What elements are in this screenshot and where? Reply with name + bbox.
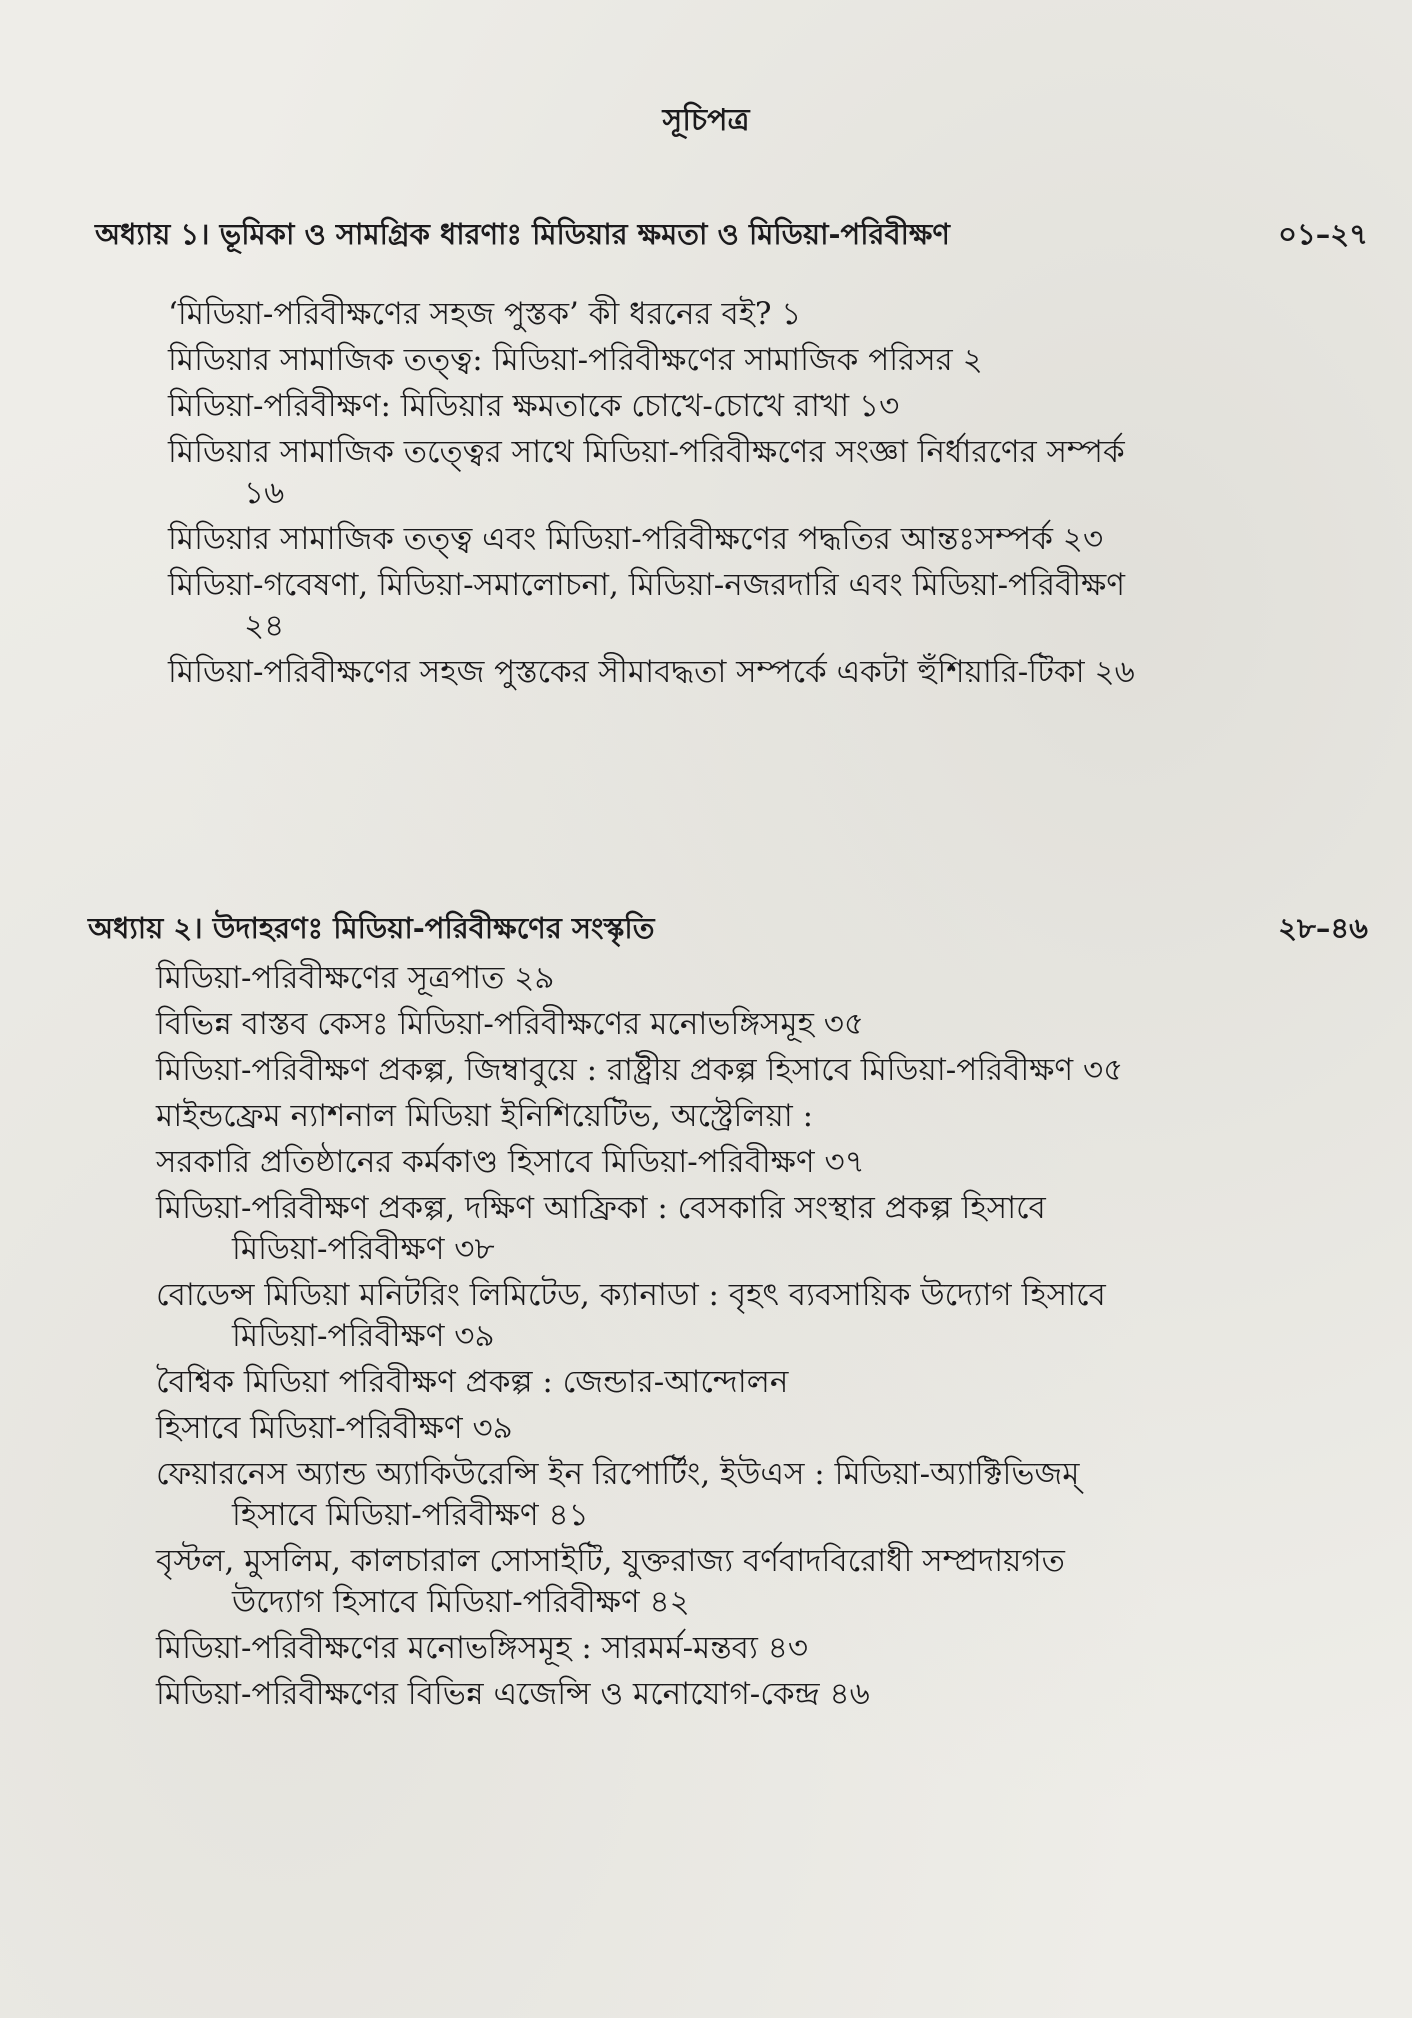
chapter-2-entries bbox=[156, 958, 1136, 1720]
toc-entry: হিসাবে মিডিয়া-পরিবীক্ষণ ৩৯ bbox=[156, 1410, 513, 1446]
toc-entry: মিডিয়া-পরিবীক্ষণ প্রকল্প, জিম্বাবুয়ে : রাষ্ট্রীয় প্রকল্প হিসাবে মিডিয়া-পরিবীক্ষণ ৩৫ bbox=[156, 1052, 1124, 1088]
toc-entry: মাইন্ডফ্রেম ন্যাশনাল মিডিয়া ইনিশিয়েটিভ, অস্ট্রেলিয়া : bbox=[156, 1098, 814, 1134]
toc-entry: মিডিয়া-পরিবীক্ষণের সূত্রপাত ২৯ bbox=[156, 960, 555, 996]
toc-entry: মিডিয়ার সামাজিক তত্ত্বের সাথে মিডিয়া-পরিবীক্ষণের সংজ্ঞা নির্ধারণের সম্পর্ক ১৬ bbox=[168, 434, 1125, 511]
toc-entry: মিডিয়া-পরিবীক্ষণের সহজ পুস্তকের সীমাবদ্ধতা সম্পর্কে একটা হুঁশিয়ারি-টিকা ২৬ bbox=[168, 654, 1135, 690]
toc-entry: বৈশ্বিক মিডিয়া পরিবীক্ষণ প্রকল্প : জেন্ডার-আন্দোলন bbox=[156, 1364, 789, 1400]
chapter-2-title: অধ্যায় ২। উদাহরণঃ মিডিয়া-পরিবীক্ষণের সংস্কৃতি bbox=[88, 911, 655, 945]
toc-title: সূচিপত্র bbox=[662, 103, 750, 138]
chapter-1-heading bbox=[0, 212, 1412, 262]
chapter-2-heading bbox=[0, 906, 1412, 956]
toc-entry: ফেয়ারনেস অ্যান্ড অ্যাকিউরেন্সি ইন রিপোর্টিং, ইউএস : মিডিয়া-অ্যাক্টিভিজম্ হিসাবে মিডিয়া-পরিবীক্ষণ ৪১ bbox=[156, 1456, 1080, 1533]
toc-entry: মিডিয়ার সামাজিক তত্ত্ব: মিডিয়া-পরিবীক্ষণের সামাজিক পরিসর ২ bbox=[168, 342, 983, 378]
toc-entry: বৃস্টল, মুসলিম, কালচারাল সোসাইটি, যুক্তরাজ্য বর্ণবাদবিরোধী সম্প্রদায়গত উদ্যোগ হিসাবে মিডিয়া-পরিবীক্ষণ ৪২ bbox=[156, 1543, 1065, 1620]
toc-entry: মিডিয়া-পরিবীক্ষণের বিভিন্ন এজেন্সি ও মনোযোগ-কেন্দ্র ৪৬ bbox=[156, 1676, 870, 1712]
toc-entry: বিভিন্ন বাস্তব কেসঃ মিডিয়া-পরিবীক্ষণের মনোভঙ্গিসমূহ ৩৫ bbox=[156, 1006, 865, 1042]
toc-entry: মিডিয়া-গবেষণা, মিডিয়া-সমালোচনা, মিডিয়া-নজরদারি এবং মিডিয়া-পরিবীক্ষণ ২৪ bbox=[168, 567, 1126, 644]
toc-entry: মিডিয়া-পরিবীক্ষণ: মিডিয়ার ক্ষমতাকে চোখে-চোখে রাখা ১৩ bbox=[168, 388, 900, 424]
chapter-1-title: অধ্যায় ১। ভূমিকা ও সামগ্রিক ধারণাঃ মিডিয়ার ক্ষমতা ও মিডিয়া-পরিবীক্ষণ bbox=[95, 217, 950, 251]
toc-entry: ‘মিডিয়া-পরিবীক্ষণের সহজ পুস্তক’ কী ধরনের বই? ১ bbox=[168, 296, 802, 332]
chapter-2-page-range: ২৮–৪৬ bbox=[1278, 911, 1368, 945]
toc-entry: মিডিয়ার সামাজিক তত্ত্ব এবং মিডিয়া-পরিবীক্ষণের পদ্ধতির আন্তঃসম্পর্ক ২৩ bbox=[168, 521, 1104, 557]
toc-entry: মিডিয়া-পরিবীক্ষণের মনোভঙ্গিসমূহ : সারমর্ম-মন্তব্য ৪৩ bbox=[156, 1630, 808, 1666]
toc-entry: বোডেন্স মিডিয়া মনিটরিং লিমিটেড, ক্যানাডা : বৃহৎ ব্যবসায়িক উদ্যোগ হিসাবে মিডিয়া-পরিবীক্ষণ ৩৯ bbox=[156, 1277, 1106, 1354]
toc-entry: মিডিয়া-পরিবীক্ষণ প্রকল্প, দক্ষিণ আফ্রিকা : বেসকারি সংস্থার প্রকল্প হিসাবে মিডিয়া-পরিবীক্ষণ ৩৮ bbox=[156, 1190, 1046, 1267]
toc-entry: সরকারি প্রতিষ্ঠানের কর্মকাণ্ড হিসাবে মিডিয়া-পরিবীক্ষণ ৩৭ bbox=[156, 1144, 865, 1180]
chapter-1-page-range: ০১–২৭ bbox=[1278, 217, 1368, 251]
chapter-1-entries bbox=[168, 294, 1148, 698]
